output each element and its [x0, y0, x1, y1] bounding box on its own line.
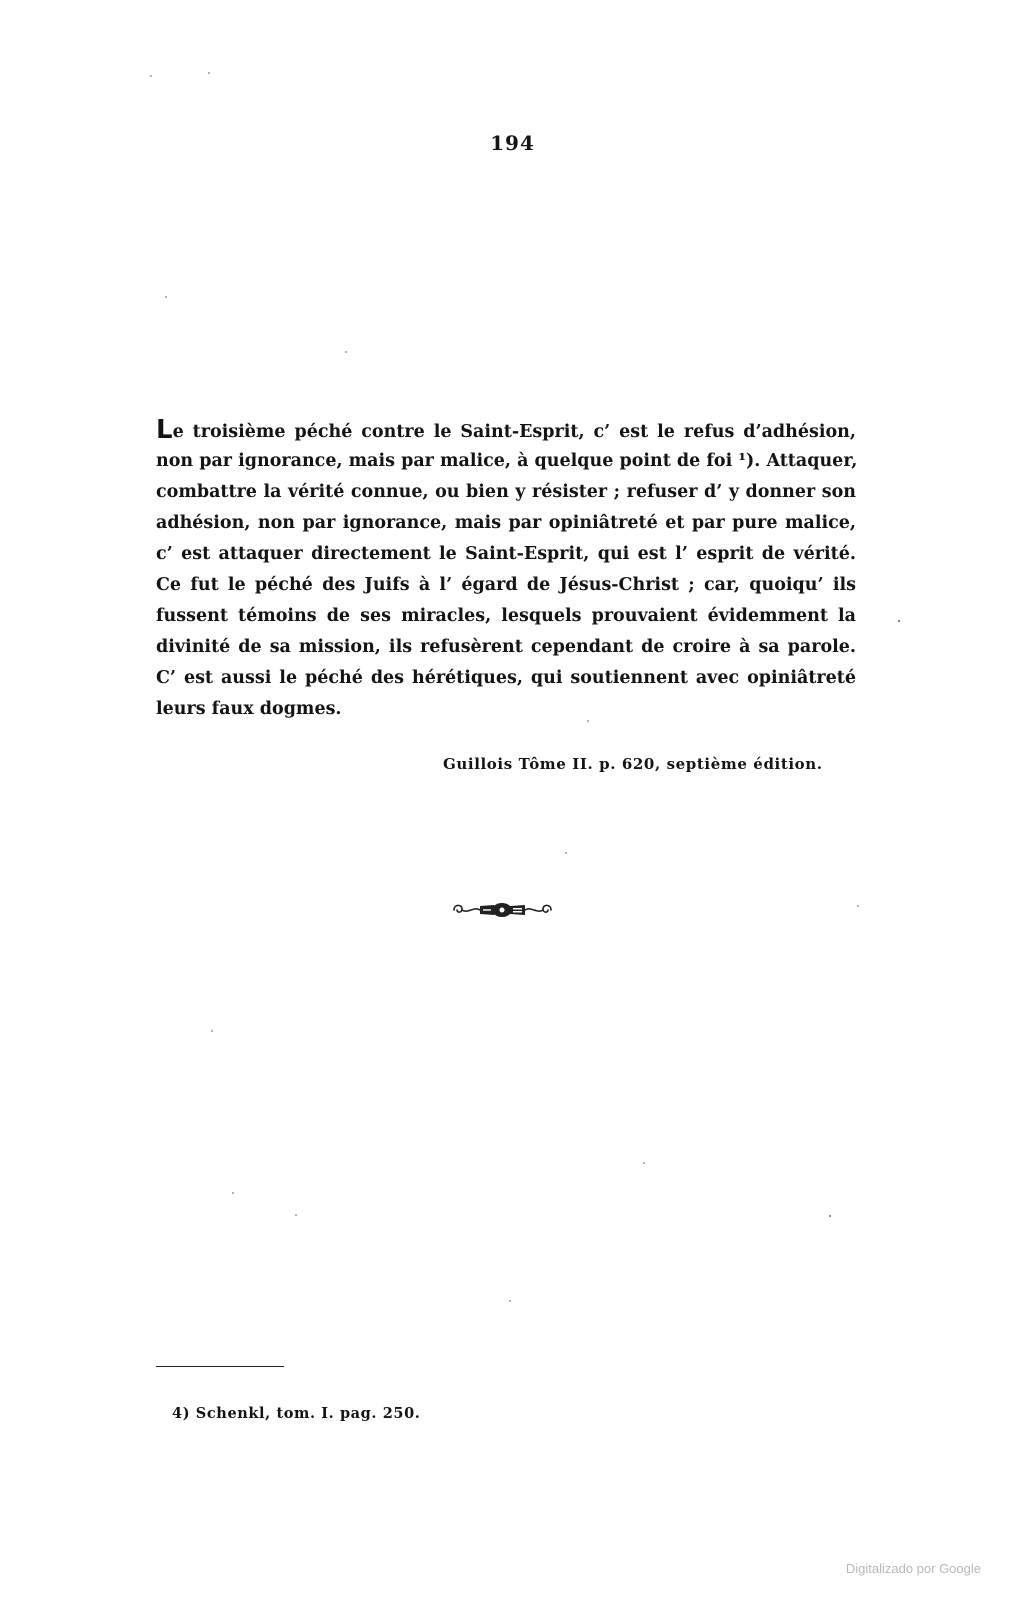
scan-speck: [165, 296, 167, 298]
scan-speck: [898, 620, 900, 622]
scan-speck: [829, 1215, 831, 1217]
scan-speck: [587, 720, 589, 722]
scan-speck: [295, 1214, 297, 1216]
paragraph-line-6: Ce fut le péché des Juifs à l’ égard de Jésus-Christ ; car, quoiqu’ ils: [156, 575, 856, 595]
footnote: 4) Schenkl, tom. I. pag. 250.: [172, 1405, 421, 1422]
paragraph-line-7: fussent témoins de ses miracles, lesquels prouvaient évidemment la: [156, 606, 856, 626]
paragraph-line-3: combattre la vérité connue, ou bien y résister ; refuser d’ y donner son: [156, 482, 856, 502]
scan-speck: [208, 72, 210, 74]
paragraph-line-1-text: e troisième péché contre le Saint-Esprit, c’ est le refus d’adhésion,: [172, 422, 856, 442]
paragraph-line-1: [156, 415, 856, 446]
scan-speck: [232, 1192, 234, 1194]
scan-speck: [857, 905, 859, 907]
paragraph-line-9: C’ est aussi le péché des hérétiques, qui soutiennent avec opiniâtreté: [156, 668, 856, 688]
scan-speck: [211, 1030, 213, 1032]
scan-speck: [150, 75, 152, 77]
footnote-rule: [156, 1366, 284, 1367]
watermark: Digitalizado por Google: [845, 1561, 981, 1576]
main-paragraph: [156, 415, 856, 725]
scan-speck: [565, 852, 567, 854]
scan-speck: [345, 351, 347, 353]
paragraph-line-8: divinité de sa mission, ils refusèrent cependant de croire à sa parole.: [156, 637, 856, 657]
ornament-divider-icon: [450, 900, 555, 920]
attribution: Guillois Tôme II. p. 620, septième édition.: [443, 755, 823, 773]
scan-speck: [509, 1300, 511, 1302]
page-number: 194: [490, 131, 535, 155]
paragraph-line-5: c’ est attaquer directement le Saint-Esprit, qui est l’ esprit de vérité.: [156, 544, 856, 564]
paragraph-line-2: non par ignorance, mais par malice, à quelque point de foi ¹). Attaquer,: [156, 451, 858, 471]
scan-speck: [643, 1162, 645, 1164]
drop-cap: L: [156, 415, 173, 445]
paragraph-line-10: leurs faux dogmes.: [156, 699, 342, 719]
paragraph-line-4: adhésion, non par ignorance, mais par opiniâtreté et par pure malice,: [156, 513, 856, 533]
